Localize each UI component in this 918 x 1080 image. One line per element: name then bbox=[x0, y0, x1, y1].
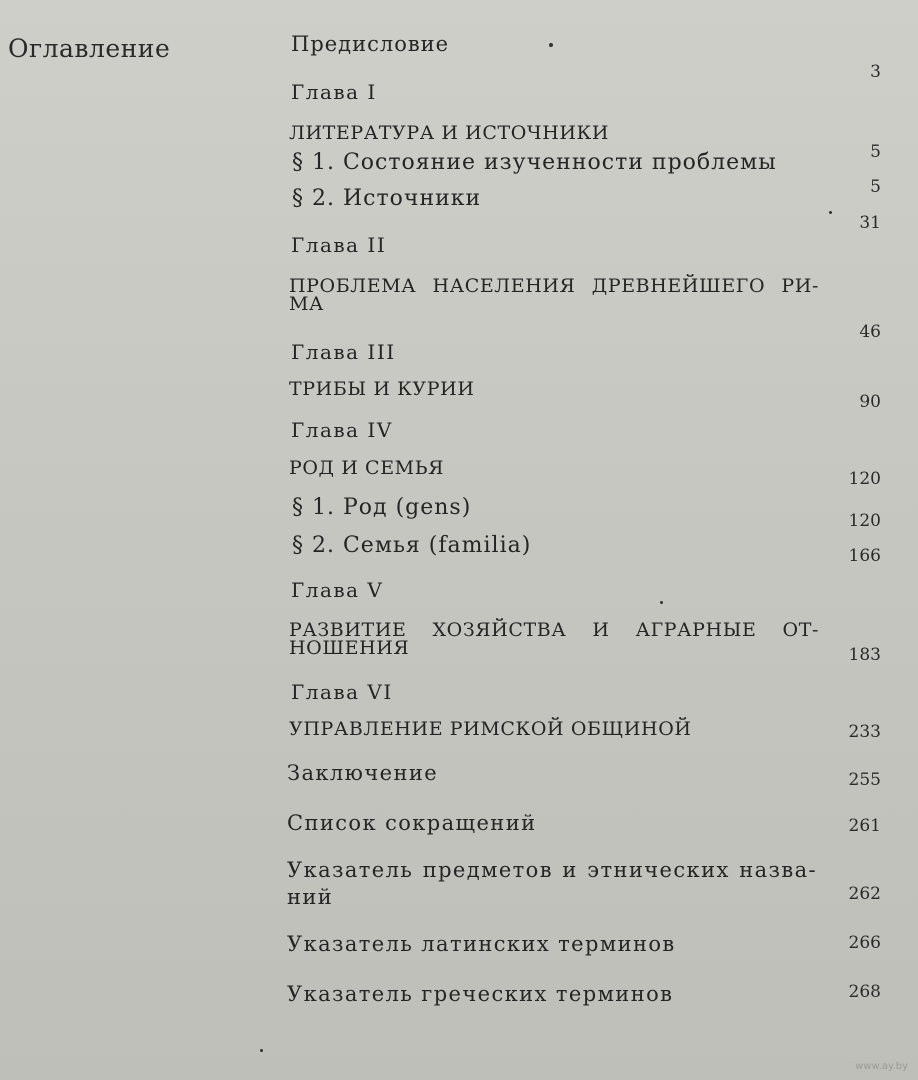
watermark: www.ay.by bbox=[855, 1061, 908, 1072]
page-number: 90 bbox=[859, 392, 881, 412]
chapter-label: Глава I bbox=[291, 80, 377, 104]
toc-section: § 1. Состояние изученности проблемы bbox=[292, 150, 777, 175]
toc-entry: Указатель латинских терминов bbox=[287, 932, 676, 956]
toc-entry: Список сокращений bbox=[287, 811, 537, 835]
page-number: 120 bbox=[848, 469, 881, 489]
page-number: 5 bbox=[870, 142, 881, 162]
chapter-label: Глава IV bbox=[291, 418, 393, 442]
toc-entry: Указатель греческих терминов bbox=[287, 982, 674, 1006]
page-number: 3 bbox=[870, 62, 881, 82]
chapter-label: Глава III bbox=[291, 340, 396, 364]
page-number: 46 bbox=[859, 322, 881, 342]
page-number: 261 bbox=[848, 816, 881, 836]
chapter-title-line: ПРОБЛЕМА НАСЕЛЕНИЯ ДРЕВНЕЙШЕГО РИ- bbox=[289, 275, 819, 297]
page-number: 233 bbox=[848, 722, 881, 742]
chapter-label: Глава V bbox=[291, 578, 384, 602]
page-number: 5 bbox=[870, 177, 881, 197]
toc-entry: Заключение bbox=[287, 761, 439, 785]
page-heading: Оглавление bbox=[8, 34, 171, 63]
paper-speck bbox=[829, 211, 832, 214]
chapter-title: УПРАВЛЕНИЕ РИМСКОЙ ОБЩИНОЙ bbox=[289, 718, 692, 740]
page-number: 268 bbox=[848, 982, 881, 1002]
chapter-title-line: МА bbox=[289, 293, 325, 315]
chapter-title: РОД И СЕМЬЯ bbox=[289, 457, 445, 479]
page-number: 255 bbox=[848, 770, 881, 790]
chapter-label: Глава VI bbox=[291, 680, 393, 704]
chapter-label: Глава II bbox=[291, 233, 387, 257]
paper-speck bbox=[660, 601, 663, 604]
toc-section: § 2. Источники bbox=[292, 186, 482, 211]
page-number: 31 bbox=[859, 213, 881, 233]
chapter-title: ЛИТЕРАТУРА И ИСТОЧНИКИ bbox=[289, 122, 610, 144]
page-number: 166 bbox=[848, 546, 881, 566]
page-number: 183 bbox=[848, 645, 881, 665]
chapter-title-line: НОШЕНИЯ bbox=[289, 637, 410, 659]
page-number: 120 bbox=[848, 511, 881, 531]
toc-entry-line: ний bbox=[287, 885, 334, 909]
toc-section: § 1. Род (gens) bbox=[292, 495, 472, 520]
paper-speck bbox=[260, 1049, 263, 1052]
page-number: 266 bbox=[848, 933, 881, 953]
chapter-title-line: РАЗВИТИЕ ХОЗЯЙСТВА И АГРАРНЫЕ ОТ- bbox=[289, 619, 819, 641]
toc-section: § 2. Семья (familia) bbox=[292, 533, 532, 558]
chapter-title: ТРИБЫ И КУРИИ bbox=[289, 378, 475, 400]
toc-entry-preface: Предисловие bbox=[291, 32, 450, 56]
page-number: 262 bbox=[848, 884, 881, 904]
paper-speck bbox=[549, 43, 553, 47]
toc-entry-line: Указатель предметов и этнических назва- bbox=[287, 858, 817, 882]
